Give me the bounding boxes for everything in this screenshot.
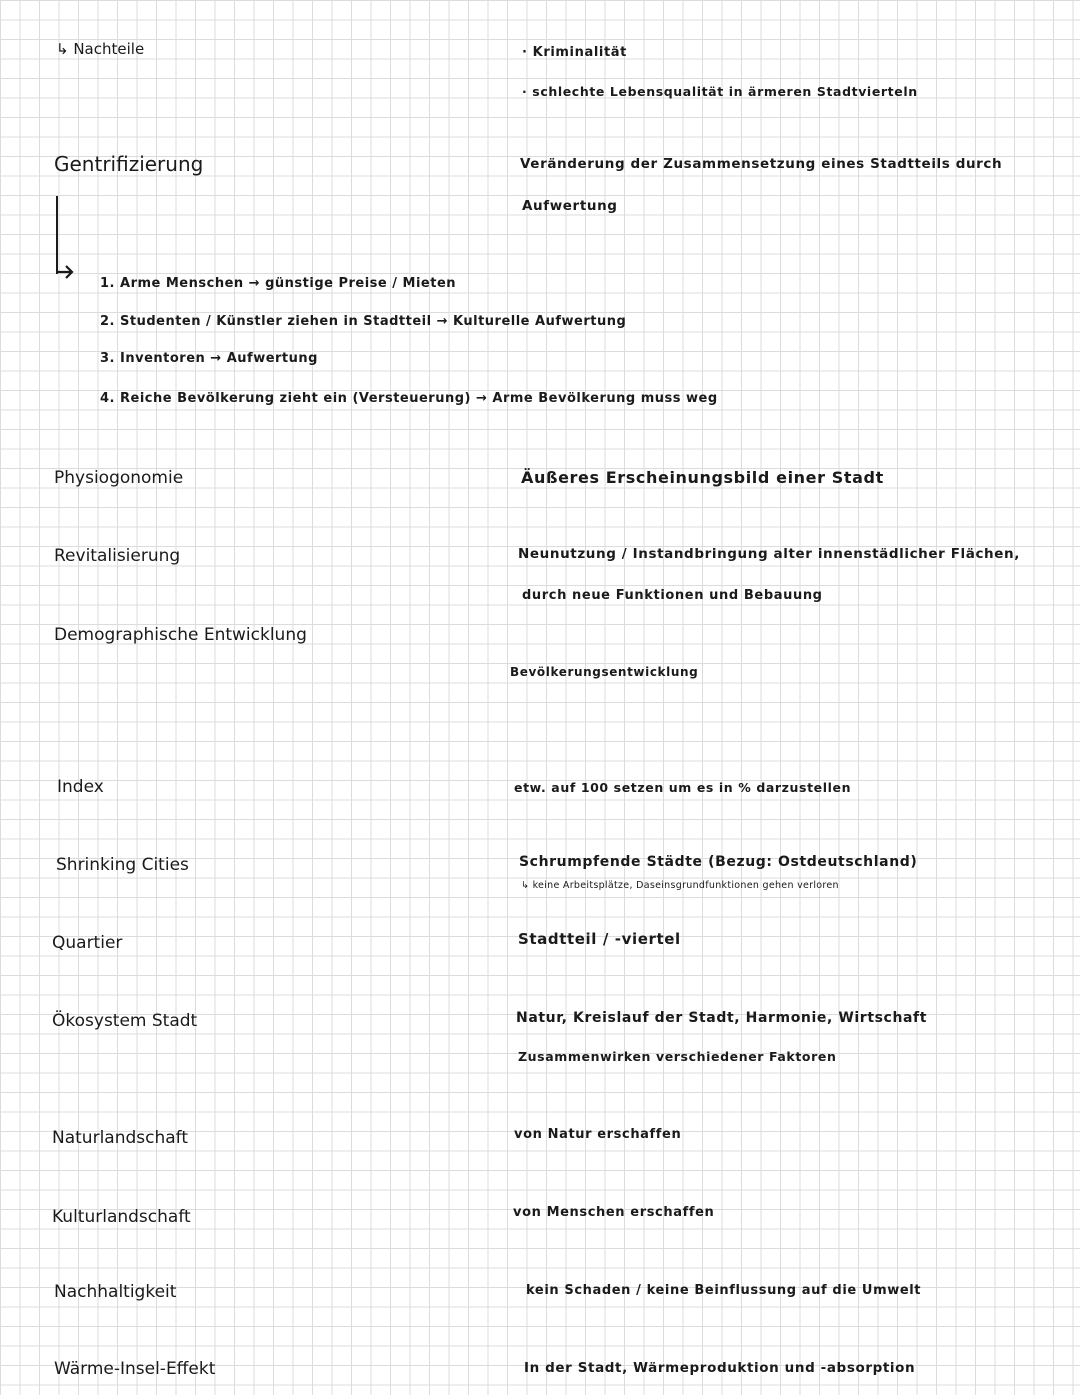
- def-gentrifizierung-line2: Aufwertung: [522, 198, 618, 214]
- def-revitalisierung-line2: durch neue Funktionen und Bebauung: [522, 588, 823, 603]
- def-gentrifizierung-line1: Veränderung der Zusammensetzung eines Stadtteils durch: [520, 156, 1003, 172]
- term-revitalisierung: Revitalisierung: [54, 546, 181, 566]
- term-kulturlandschaft: Kulturlandschaft: [52, 1207, 191, 1227]
- def-shrinking-cities: Schrumpfende Städte (Bezug: Ostdeutschland): [519, 854, 918, 870]
- def-demographische-entwicklung: Bevölkerungsentwicklung: [510, 665, 699, 679]
- term-naturlandschaft: Naturlandschaft: [52, 1128, 189, 1148]
- bullet-lebensqualitaet: · schlechte Lebensqualität in ärmeren Stadtvierteln: [522, 84, 918, 99]
- term-physiognomie: Physiogonomie: [54, 468, 184, 488]
- term-nachhaltigkeit: Nachhaltigkeit: [54, 1282, 177, 1302]
- gentrifizierung-step-1: 1. Arme Menschen → günstige Preise / Mieten: [100, 276, 457, 291]
- term-waerme-insel-effekt: Wärme-Insel-Effekt: [54, 1359, 216, 1379]
- term-oekosystem-stadt: Ökosystem Stadt: [52, 1011, 198, 1031]
- def-oekosystem-stadt-line1: Natur, Kreislauf der Stadt, Harmonie, Wirtschaft: [516, 1010, 928, 1026]
- term-quartier: Quartier: [52, 933, 123, 953]
- bullet-kriminalitaet: · Kriminalität: [522, 45, 627, 60]
- def-waerme-insel-effekt: In der Stadt, Wärmeproduktion und -absorption: [524, 1360, 916, 1376]
- def-quartier: Stadtteil / -viertel: [518, 930, 681, 948]
- def-physiognomie: Äußeres Erscheinungsbild einer Stadt: [521, 468, 884, 487]
- def-naturlandschaft: von Natur erschaffen: [514, 1127, 682, 1142]
- def-oekosystem-stadt-line2: Zusammenwirken verschiedener Faktoren: [518, 1049, 837, 1064]
- term-gentrifizierung: Gentrifizierung: [54, 152, 204, 176]
- def-revitalisierung-line1: Neunutzung / Instandbringung alter innenstädlicher Flächen,: [518, 546, 1020, 562]
- def-kulturlandschaft: von Menschen erschaffen: [513, 1205, 715, 1220]
- def-nachhaltigkeit: kein Schaden / keine Beinflussung auf die Umwelt: [526, 1283, 922, 1298]
- gentrifizierung-step-2: 2. Studenten / Künstler ziehen in Stadtteil → Kulturelle Aufwertung: [100, 314, 627, 329]
- gentrifizierung-step-3: 3. Inventoren → Aufwertung: [100, 351, 318, 366]
- def-index: etw. auf 100 setzen um es in % darzustellen: [514, 780, 852, 795]
- gentrifizierung-step-4: 4. Reiche Bevölkerung zieht ein (Versteuerung) → Arme Bevölkerung muss weg: [100, 391, 718, 406]
- right-arrow-icon: [54, 262, 76, 280]
- note-shrinking-cities: ↳ keine Arbeitsplätze, Daseinsgrundfunktionen gehen verloren: [521, 880, 839, 891]
- term-index: Index: [57, 777, 104, 797]
- term-shrinking-cities: Shrinking Cities: [56, 855, 189, 875]
- term-demographische-entwicklung: Demographische Entwicklung: [54, 625, 307, 645]
- nachteile-heading: ↳ Nachteile: [56, 40, 145, 58]
